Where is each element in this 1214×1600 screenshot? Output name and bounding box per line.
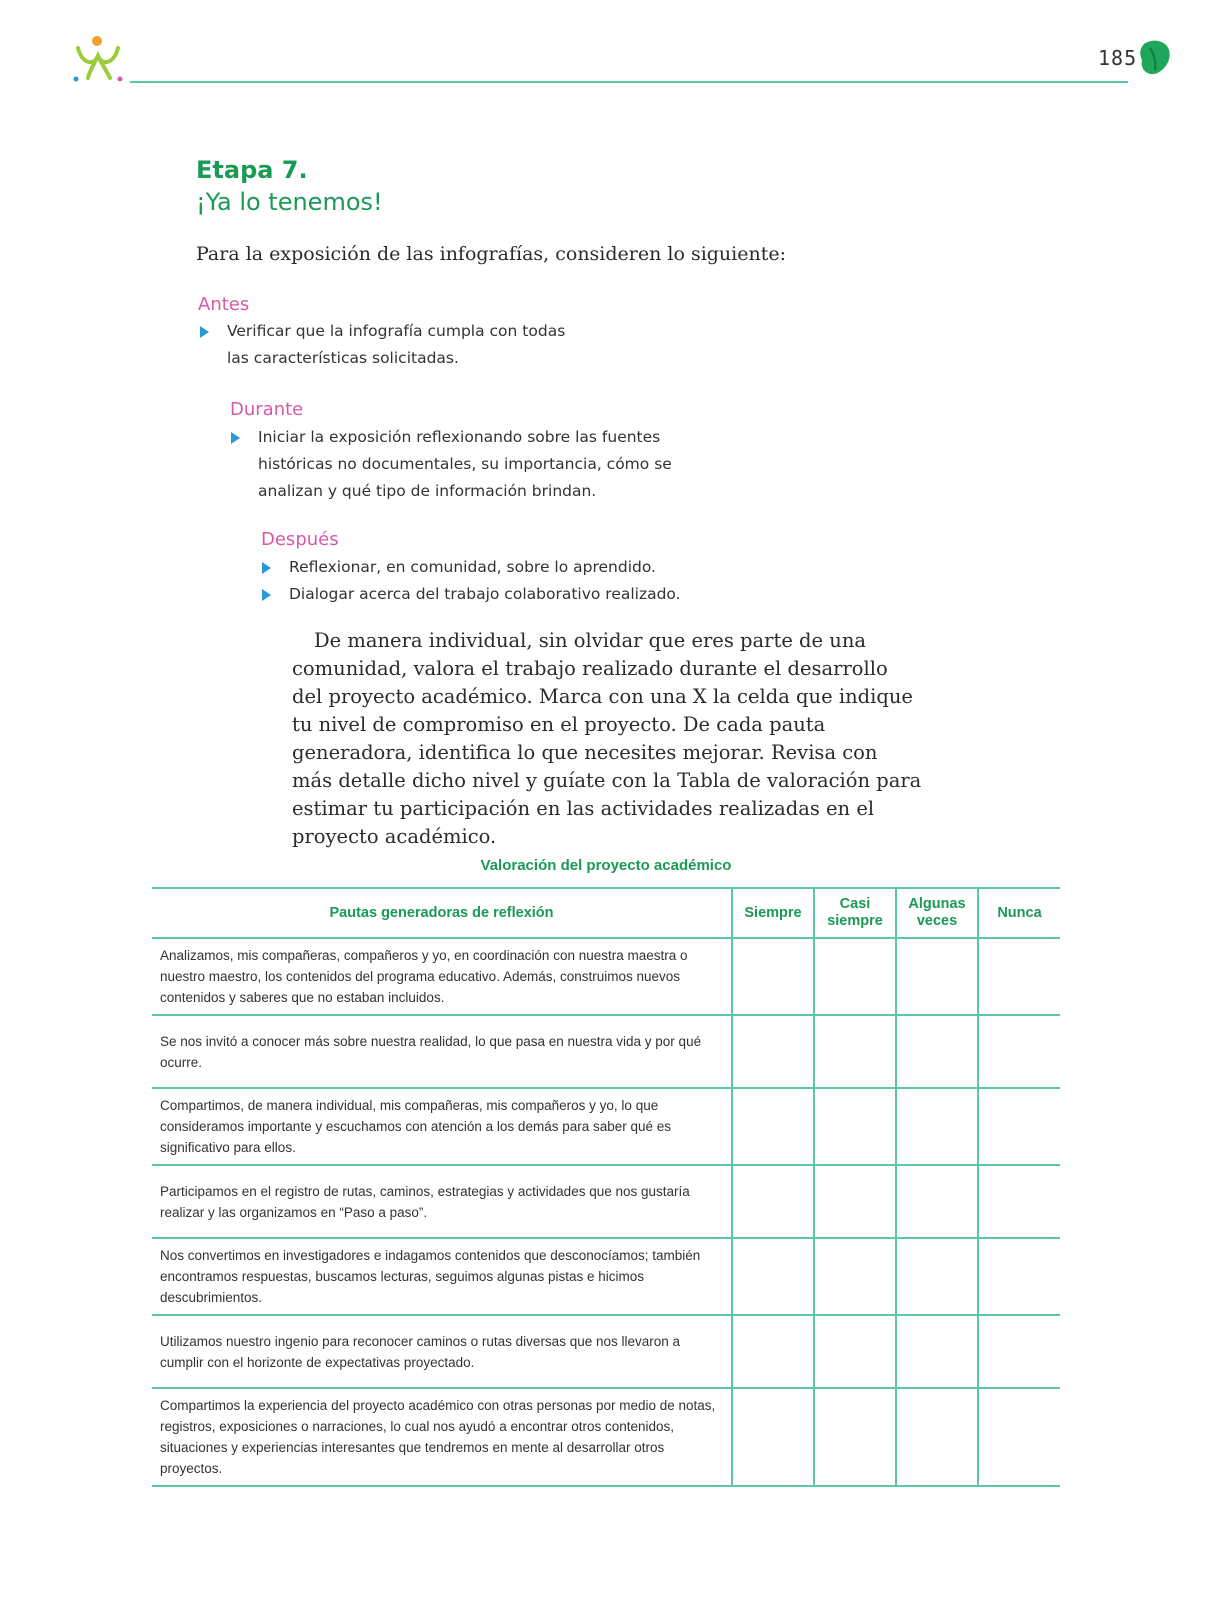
header-pautas: Pautas generadoras de reflexión — [152, 888, 732, 938]
intro-text: Para la exposición de las infografías, consideren lo siguiente: — [196, 243, 787, 265]
cell-casi-siempre[interactable] — [814, 1238, 896, 1315]
cell-siempre[interactable] — [732, 938, 814, 1015]
header-rule — [130, 81, 1128, 83]
table-row — [152, 1238, 1060, 1315]
section-heading-antes: Antes — [198, 294, 250, 315]
cell-siempre[interactable] — [732, 1238, 814, 1315]
cell-algunas-veces[interactable] — [896, 1165, 978, 1238]
sprout-figure-logo — [72, 34, 124, 84]
bullet-item-despues-1 — [289, 554, 789, 581]
section-heading-despues: Después — [261, 529, 339, 550]
page-number: 185 — [1098, 46, 1138, 70]
header-casi-siempre: Casi siempre — [814, 888, 896, 938]
cell-nunca[interactable] — [978, 1088, 1060, 1165]
cell-nunca[interactable] — [978, 1238, 1060, 1315]
triangle-bullet-icon — [200, 326, 209, 338]
cell-algunas-veces[interactable] — [896, 1315, 978, 1388]
cell-nunca[interactable] — [978, 938, 1060, 1015]
triangle-bullet-icon — [262, 589, 271, 601]
cell-casi-siempre[interactable] — [814, 1088, 896, 1165]
cell-siempre[interactable] — [732, 1315, 814, 1388]
cell-casi-siempre[interactable] — [814, 1015, 896, 1088]
table-row — [152, 1315, 1060, 1388]
cell-algunas-veces[interactable] — [896, 1388, 978, 1486]
cell-nunca[interactable] — [978, 1315, 1060, 1388]
bullet-item-antes — [227, 318, 577, 372]
stage-title: Etapa 7. — [196, 156, 308, 184]
bullet-text: Iniciar la exposición reflexionando sobre las fuentes históricas no documentales, su importancia, cómo se analizan y qué tipo de información brindan. — [258, 428, 672, 500]
triangle-bullet-icon — [262, 562, 271, 574]
bullet-text: Dialogar acerca del trabajo colaborativo realizado. — [289, 585, 681, 603]
table-header-row — [152, 888, 1060, 938]
cell-casi-siempre[interactable] — [814, 938, 896, 1015]
green-leaf-icon — [1138, 38, 1172, 76]
row-text: Participamos en el registro de rutas, caminos, estrategias y actividades que nos gustaría realizar y las organizamos en “Paso a paso”. — [152, 1165, 732, 1238]
cell-casi-siempre[interactable] — [814, 1165, 896, 1238]
cell-siempre[interactable] — [732, 1388, 814, 1486]
cell-nunca[interactable] — [978, 1165, 1060, 1238]
table-row — [152, 1088, 1060, 1165]
row-text: Utilizamos nuestro ingenio para reconocer caminos o rutas diversas que nos llevaron a cumplir con el horizonte de expectativas proyectado. — [152, 1315, 732, 1388]
evaluation-table — [152, 887, 1060, 1487]
cell-algunas-veces[interactable] — [896, 1238, 978, 1315]
cell-nunca[interactable] — [978, 1015, 1060, 1088]
section-heading-durante: Durante — [230, 399, 304, 420]
cell-casi-siempre[interactable] — [814, 1388, 896, 1486]
instructions-paragraph: De manera individual, sin olvidar que eres parte de una comunidad, valora el trabajo realizado durante el desarrollo del proyecto académico. Marca con una X la celda que indique tu nivel de compromiso en el proyecto. De cada pauta generadora, identifica lo que necesites mejorar. Revisa con más detalle dicho nivel y guíate con la Tabla de valoración para estimar tu participación en las actividades realizadas en el proyecto académico. — [292, 629, 922, 848]
bullet-text: Verificar que la infografía cumpla con todas las características solicitadas. — [227, 322, 566, 367]
row-text: Nos convertimos en investigadores e indagamos contenidos que desconocíamos; también encontramos respuestas, buscamos lecturas, seguimos algunas pistas e hicimos descubrimientos. — [152, 1238, 732, 1315]
row-text: Se nos invitó a conocer más sobre nuestra realidad, lo que pasa en nuestra vida y por qué ocurre. — [152, 1015, 732, 1088]
header-siempre: Siempre — [732, 888, 814, 938]
cell-casi-siempre[interactable] — [814, 1315, 896, 1388]
cell-siempre[interactable] — [732, 1165, 814, 1238]
table-row — [152, 1165, 1060, 1238]
bullet-text: Reflexionar, en comunidad, sobre lo aprendido. — [289, 558, 656, 576]
bullet-item-durante — [258, 424, 688, 505]
cell-siempre[interactable] — [732, 1015, 814, 1088]
table-row — [152, 1388, 1060, 1486]
cell-algunas-veces[interactable] — [896, 1088, 978, 1165]
cell-siempre[interactable] — [732, 1088, 814, 1165]
stage-subtitle: ¡Ya lo tenemos! — [196, 188, 383, 216]
cell-algunas-veces[interactable] — [896, 1015, 978, 1088]
header-nunca: Nunca — [978, 888, 1060, 938]
row-text: Compartimos la experiencia del proyecto académico con otras personas por medio de notas, registros, exposiciones o narraciones, lo cual nos ayudó a encontrar otros contenidos, situaciones y experiencias interesantes que tendremos en mente al desarrollar otros proyectos. — [152, 1388, 732, 1486]
table-title: Valoración del proyecto académico — [480, 857, 732, 874]
row-text: Compartimos, de manera individual, mis compañeras, mis compañeros y yo, lo que consideramos importante y escuchamos con atención a los demás para saber qué es significativo para ellos. — [152, 1088, 732, 1165]
cell-nunca[interactable] — [978, 1388, 1060, 1486]
table-row — [152, 938, 1060, 1015]
triangle-bullet-icon — [231, 432, 240, 444]
cell-algunas-veces[interactable] — [896, 938, 978, 1015]
table-row — [152, 1015, 1060, 1088]
bullet-item-despues-2 — [289, 581, 789, 608]
header-algunas-veces: Algunas veces — [896, 888, 978, 938]
row-text: Analizamos, mis compañeras, compañeros y yo, en coordinación con nuestra maestra o nuestro maestro, los contenidos del programa educativo. Además, construimos nuevos contenidos y saberes que no estaban incluidos. — [152, 938, 732, 1015]
